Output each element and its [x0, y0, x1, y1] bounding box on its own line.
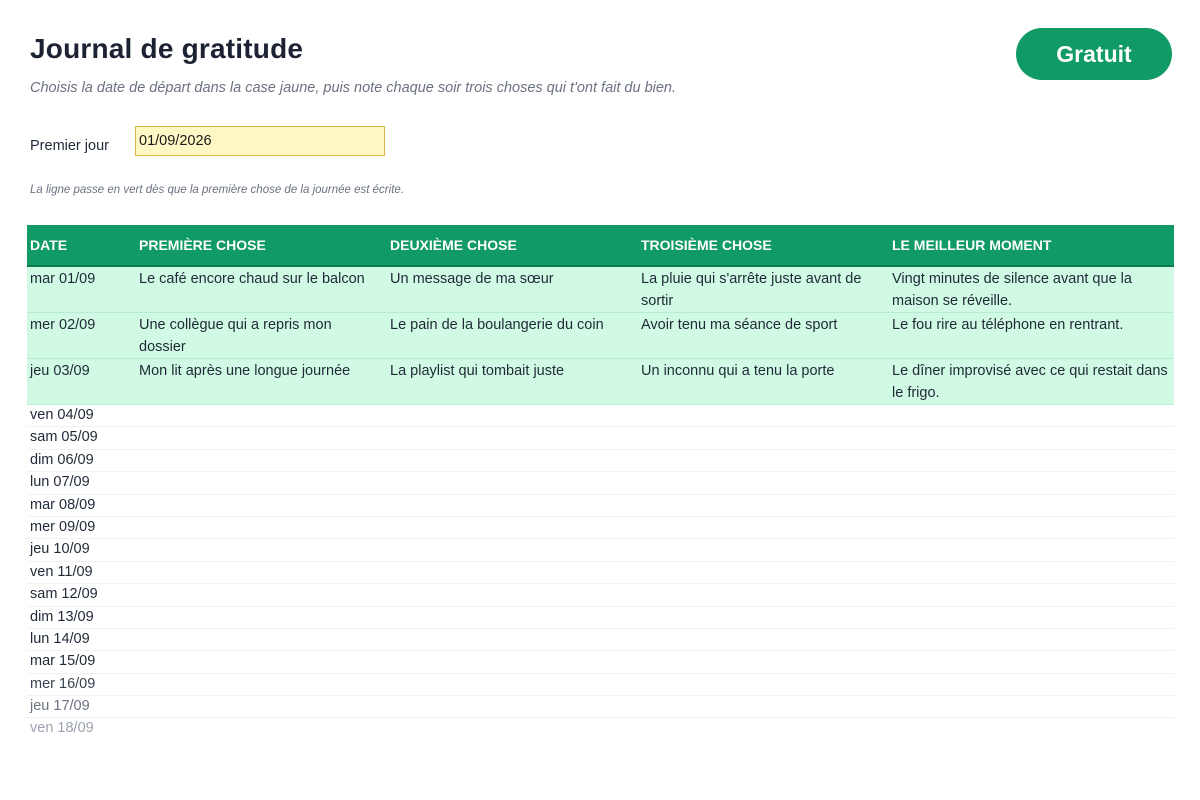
first-thing-cell[interactable]: [136, 696, 387, 717]
first-thing-cell[interactable]: [136, 674, 387, 695]
best-moment-cell[interactable]: [889, 607, 1174, 628]
date-cell: mar 15/09: [30, 653, 96, 670]
best-moment-cell[interactable]: [889, 651, 1174, 672]
table-row: [27, 629, 1174, 651]
column-header-second: DEUXIÈME CHOSE: [390, 237, 517, 253]
second-thing-cell[interactable]: [387, 405, 638, 426]
first-thing-cell[interactable]: [136, 651, 387, 672]
third-thing-cell[interactable]: [638, 718, 889, 740]
second-thing-cell[interactable]: [387, 450, 638, 471]
table-row: [27, 607, 1174, 629]
date-cell: ven 04/09: [30, 407, 94, 423]
second-thing-cell[interactable]: La playlist qui tombait juste: [390, 363, 565, 379]
best-moment-cell[interactable]: [889, 584, 1174, 605]
best-moment-cell[interactable]: [889, 495, 1174, 516]
date-cell: jeu 03/09: [30, 363, 90, 379]
first-thing-cell[interactable]: [136, 405, 387, 426]
first-thing-cell[interactable]: [136, 584, 387, 605]
table-row: [27, 450, 1174, 472]
first-thing-cell[interactable]: Une collègue qui a repris mon dossier: [139, 317, 332, 355]
date-cell: jeu 17/09: [30, 698, 90, 715]
table-row: [27, 405, 1174, 427]
date-cell: lun 14/09: [30, 630, 90, 647]
column-header-best: LE MEILLEUR MOMENT: [892, 237, 1052, 253]
date-cell: mar 01/09: [30, 271, 96, 287]
third-thing-cell[interactable]: La pluie qui s'arrête juste avant de sortir: [641, 271, 862, 309]
start-date-label: Premier jour: [30, 138, 109, 154]
second-thing-cell[interactable]: [387, 651, 638, 672]
table-row: [27, 539, 1174, 561]
third-thing-cell[interactable]: [638, 651, 889, 672]
table-row: [27, 674, 1174, 696]
date-cell: sam 05/09: [30, 429, 98, 446]
third-thing-cell[interactable]: Un inconnu qui a tenu la porte: [641, 363, 835, 379]
table-row: [27, 584, 1174, 606]
page-subtitle: Choisis la date de départ dans la case jaune, puis note chaque soir trois choses qui t'ont fait du bien.: [30, 80, 677, 96]
third-thing-cell[interactable]: [638, 472, 889, 493]
column-header-first: PREMIÈRE CHOSE: [139, 237, 266, 253]
third-thing-cell[interactable]: [638, 450, 889, 471]
first-thing-cell[interactable]: [136, 718, 387, 740]
first-thing-cell[interactable]: [136, 562, 387, 583]
date-cell: jeu 10/09: [30, 541, 90, 558]
first-thing-cell[interactable]: [136, 539, 387, 560]
best-moment-cell[interactable]: Le dîner improvisé avec ce qui restait dans le frigo.: [892, 363, 1168, 401]
third-thing-cell[interactable]: [638, 607, 889, 628]
second-thing-cell[interactable]: [387, 674, 638, 695]
first-thing-cell[interactable]: [136, 517, 387, 538]
third-thing-cell[interactable]: [638, 629, 889, 650]
third-thing-cell[interactable]: Avoir tenu ma séance de sport: [641, 317, 838, 333]
third-thing-cell[interactable]: [638, 562, 889, 583]
third-thing-cell[interactable]: [638, 495, 889, 516]
table-row: [27, 562, 1174, 584]
best-moment-cell[interactable]: Vingt minutes de silence avant que la maison se réveille.: [892, 271, 1132, 309]
best-moment-cell[interactable]: [889, 405, 1174, 426]
first-thing-cell[interactable]: Mon lit après une longue journée: [139, 363, 351, 379]
date-cell: dim 06/09: [30, 451, 94, 468]
date-cell: lun 07/09: [30, 474, 90, 491]
second-thing-cell[interactable]: [387, 472, 638, 493]
second-thing-cell[interactable]: [387, 696, 638, 717]
table-note: La ligne passe en vert dès que la première chose de la journée est écrite.: [30, 184, 404, 196]
second-thing-cell[interactable]: Un message de ma sœur: [390, 271, 554, 287]
second-thing-cell[interactable]: [387, 629, 638, 650]
second-thing-cell[interactable]: [387, 539, 638, 560]
second-thing-cell[interactable]: [387, 584, 638, 605]
column-header-third: TROISIÈME CHOSE: [641, 237, 772, 253]
second-thing-cell[interactable]: [387, 427, 638, 448]
third-thing-cell[interactable]: [638, 427, 889, 448]
second-thing-cell[interactable]: [387, 607, 638, 628]
best-moment-cell[interactable]: Le fou rire au téléphone en rentrant.: [892, 317, 1124, 333]
table-row: [27, 267, 1174, 313]
best-moment-cell[interactable]: [889, 450, 1174, 471]
third-thing-cell[interactable]: [638, 517, 889, 538]
best-moment-cell[interactable]: [889, 674, 1174, 695]
best-moment-cell[interactable]: [889, 696, 1174, 717]
date-cell: ven 18/09: [30, 720, 94, 737]
first-thing-cell[interactable]: [136, 607, 387, 628]
first-thing-cell[interactable]: [136, 427, 387, 448]
second-thing-cell[interactable]: [387, 562, 638, 583]
table-row: [27, 718, 1174, 740]
table-row: [27, 313, 1174, 359]
best-moment-cell[interactable]: [889, 517, 1174, 538]
best-moment-cell[interactable]: [889, 629, 1174, 650]
table-header-row: [27, 225, 1174, 267]
table-row: [27, 696, 1174, 718]
date-cell: dim 13/09: [30, 608, 94, 625]
second-thing-cell[interactable]: [387, 718, 638, 740]
third-thing-cell[interactable]: [638, 696, 889, 717]
table-row: [27, 495, 1174, 517]
gratitude-table: [27, 225, 1174, 741]
best-moment-cell[interactable]: [889, 539, 1174, 560]
first-thing-cell[interactable]: Le café encore chaud sur le balcon: [139, 271, 365, 287]
table-row: [27, 651, 1174, 673]
best-moment-cell[interactable]: [889, 562, 1174, 583]
date-cell: mer 16/09: [30, 675, 96, 692]
page-title: Journal de gratitude: [30, 33, 304, 64]
free-badge: Gratuit: [1016, 28, 1172, 80]
table-row: [27, 517, 1174, 539]
first-thing-cell[interactable]: [136, 472, 387, 493]
third-thing-cell[interactable]: [638, 584, 889, 605]
date-cell: mer 02/09: [30, 317, 96, 333]
best-moment-cell[interactable]: [889, 718, 1174, 740]
date-cell: mer 09/09: [30, 518, 96, 535]
start-date-input[interactable]: [135, 126, 385, 156]
first-thing-cell[interactable]: [136, 450, 387, 471]
date-cell: sam 12/09: [30, 586, 98, 603]
second-thing-cell[interactable]: [387, 495, 638, 516]
first-thing-cell[interactable]: [136, 629, 387, 650]
best-moment-cell[interactable]: [889, 472, 1174, 493]
third-thing-cell[interactable]: [638, 405, 889, 426]
table-row: [27, 472, 1174, 494]
third-thing-cell[interactable]: [638, 539, 889, 560]
second-thing-cell[interactable]: Le pain de la boulangerie du coin: [390, 317, 604, 333]
best-moment-cell[interactable]: [889, 427, 1174, 448]
date-cell: mar 08/09: [30, 496, 96, 513]
third-thing-cell[interactable]: [638, 674, 889, 695]
column-header-date: DATE: [30, 237, 68, 253]
date-cell: ven 11/09: [30, 563, 93, 580]
first-thing-cell[interactable]: [136, 495, 387, 516]
second-thing-cell[interactable]: [387, 517, 638, 538]
table-row: [27, 427, 1174, 449]
table-row: [27, 359, 1174, 405]
